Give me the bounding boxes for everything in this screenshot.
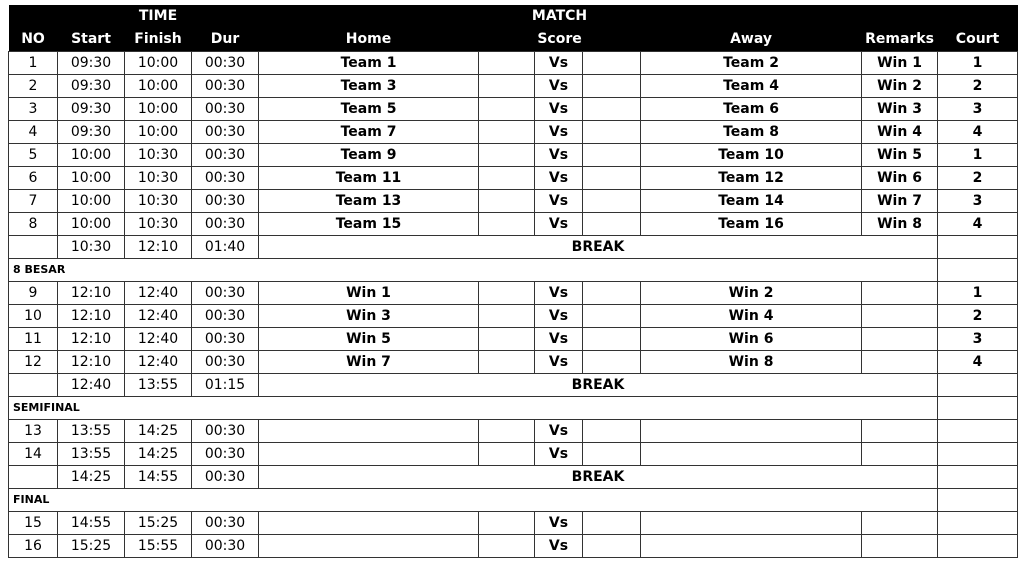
remarks: Win 2 (862, 75, 938, 98)
home-team: Win 7 (259, 351, 479, 374)
vs-label: Vs (535, 328, 583, 351)
finish-time: 10:30 (125, 144, 192, 167)
court: 1 (938, 282, 1018, 305)
away-score (583, 52, 641, 75)
start-time: 13:55 (58, 443, 125, 466)
match-no: 1 (9, 52, 58, 75)
start-time: 10:00 (58, 167, 125, 190)
vs-label: Vs (535, 213, 583, 236)
match-no: 2 (9, 75, 58, 98)
section-label: SEMIFINAL (9, 397, 938, 420)
away-team (641, 512, 862, 535)
match-no: 6 (9, 167, 58, 190)
duration: 00:30 (192, 420, 259, 443)
schedule-table (8, 5, 1018, 558)
duration: 00:30 (192, 351, 259, 374)
away-score (583, 351, 641, 374)
court: 3 (938, 190, 1018, 213)
finish-time: 13:55 (125, 374, 192, 397)
match-row (9, 167, 1018, 190)
home-team: Win 3 (259, 305, 479, 328)
home-team: Team 9 (259, 144, 479, 167)
match-no: 13 (9, 420, 58, 443)
finish-time: 14:25 (125, 443, 192, 466)
match-no: 11 (9, 328, 58, 351)
remarks: Win 6 (862, 167, 938, 190)
away-score (583, 512, 641, 535)
header-column-row (9, 28, 1018, 52)
finish-time: 10:00 (125, 52, 192, 75)
home-score (479, 167, 535, 190)
break-row (9, 374, 1018, 397)
vs-label: Vs (535, 167, 583, 190)
away-score (583, 213, 641, 236)
court (938, 236, 1018, 259)
home-score (479, 535, 535, 558)
finish-time: 15:55 (125, 535, 192, 558)
start-time: 10:00 (58, 213, 125, 236)
vs-label: Vs (535, 443, 583, 466)
match-no: 9 (9, 282, 58, 305)
duration: 00:30 (192, 98, 259, 121)
home-team: Team 1 (259, 52, 479, 75)
remarks (862, 351, 938, 374)
header-start: Start (58, 28, 125, 52)
home-score (479, 75, 535, 98)
match-no (9, 374, 58, 397)
court (938, 466, 1018, 489)
header-group-row (9, 5, 1018, 28)
start-time: 12:10 (58, 351, 125, 374)
vs-label: Vs (535, 305, 583, 328)
match-row (9, 535, 1018, 558)
duration: 00:30 (192, 167, 259, 190)
match-row (9, 512, 1018, 535)
home-score (479, 213, 535, 236)
remarks: Win 5 (862, 144, 938, 167)
away-team: Team 4 (641, 75, 862, 98)
court (938, 535, 1018, 558)
home-team (259, 512, 479, 535)
duration: 00:30 (192, 535, 259, 558)
remarks (862, 305, 938, 328)
finish-time: 12:40 (125, 328, 192, 351)
start-time: 14:25 (58, 466, 125, 489)
start-time: 12:10 (58, 328, 125, 351)
match-no: 8 (9, 213, 58, 236)
header-blank (9, 5, 58, 28)
away-score (583, 144, 641, 167)
break-label: BREAK (259, 466, 938, 489)
vs-label: Vs (535, 351, 583, 374)
match-no: 10 (9, 305, 58, 328)
match-no: 15 (9, 512, 58, 535)
match-row (9, 420, 1018, 443)
match-no (9, 236, 58, 259)
away-team: Team 8 (641, 121, 862, 144)
court (938, 443, 1018, 466)
away-score (583, 75, 641, 98)
remarks: Win 4 (862, 121, 938, 144)
match-row (9, 121, 1018, 144)
finish-time: 12:10 (125, 236, 192, 259)
court (938, 397, 1018, 420)
court: 1 (938, 52, 1018, 75)
vs-label: Vs (535, 98, 583, 121)
duration: 00:30 (192, 144, 259, 167)
court: 2 (938, 75, 1018, 98)
start-time: 14:55 (58, 512, 125, 535)
break-row (9, 236, 1018, 259)
home-team (259, 535, 479, 558)
duration: 00:30 (192, 52, 259, 75)
away-score (583, 443, 641, 466)
break-label: BREAK (259, 236, 938, 259)
away-team: Team 6 (641, 98, 862, 121)
duration: 00:30 (192, 121, 259, 144)
away-score (583, 121, 641, 144)
match-row (9, 213, 1018, 236)
duration: 01:40 (192, 236, 259, 259)
court (938, 420, 1018, 443)
start-time: 13:55 (58, 420, 125, 443)
court: 4 (938, 121, 1018, 144)
finish-time: 10:00 (125, 75, 192, 98)
away-team: Team 16 (641, 213, 862, 236)
finish-time: 12:40 (125, 305, 192, 328)
header-remarks: Remarks (862, 28, 938, 52)
vs-label: Vs (535, 512, 583, 535)
court (938, 489, 1018, 512)
away-team: Win 4 (641, 305, 862, 328)
start-time: 09:30 (58, 52, 125, 75)
away-team (641, 535, 862, 558)
header-court: Court (938, 28, 1018, 52)
home-score (479, 98, 535, 121)
header-finish: Finish (125, 28, 192, 52)
court (938, 259, 1018, 282)
vs-label: Vs (535, 52, 583, 75)
court: 2 (938, 305, 1018, 328)
section-row (9, 259, 1018, 282)
vs-label: Vs (535, 535, 583, 558)
finish-time: 12:40 (125, 282, 192, 305)
duration: 00:30 (192, 466, 259, 489)
vs-label: Vs (535, 190, 583, 213)
court: 3 (938, 98, 1018, 121)
finish-time: 15:25 (125, 512, 192, 535)
duration: 01:15 (192, 374, 259, 397)
start-time: 09:30 (58, 98, 125, 121)
home-score (479, 328, 535, 351)
duration: 00:30 (192, 282, 259, 305)
away-team: Win 6 (641, 328, 862, 351)
match-row (9, 443, 1018, 466)
court: 4 (938, 213, 1018, 236)
away-score (583, 167, 641, 190)
match-no (9, 466, 58, 489)
remarks (862, 420, 938, 443)
match-no: 14 (9, 443, 58, 466)
vs-label: Vs (535, 282, 583, 305)
home-team: Team 5 (259, 98, 479, 121)
finish-time: 10:30 (125, 213, 192, 236)
header-group-time: TIME (58, 5, 259, 28)
match-row (9, 190, 1018, 213)
match-row (9, 351, 1018, 374)
duration: 00:30 (192, 213, 259, 236)
away-score (583, 305, 641, 328)
duration: 00:30 (192, 305, 259, 328)
home-team: Win 1 (259, 282, 479, 305)
remarks (862, 282, 938, 305)
start-time: 15:25 (58, 535, 125, 558)
home-team: Team 3 (259, 75, 479, 98)
home-score (479, 52, 535, 75)
section-row (9, 397, 1018, 420)
section-label: FINAL (9, 489, 938, 512)
header-away: Away (641, 28, 862, 52)
match-row (9, 75, 1018, 98)
home-score (479, 443, 535, 466)
break-label: BREAK (259, 374, 938, 397)
match-row (9, 282, 1018, 305)
away-team: Win 2 (641, 282, 862, 305)
remarks (862, 512, 938, 535)
home-team: Team 11 (259, 167, 479, 190)
home-score (479, 144, 535, 167)
court: 3 (938, 328, 1018, 351)
match-row (9, 328, 1018, 351)
duration: 00:30 (192, 512, 259, 535)
home-score (479, 121, 535, 144)
start-time: 12:40 (58, 374, 125, 397)
start-time: 10:00 (58, 190, 125, 213)
match-row (9, 144, 1018, 167)
home-score (479, 305, 535, 328)
court (938, 374, 1018, 397)
table-header (9, 5, 1018, 52)
away-score (583, 420, 641, 443)
header-group-match: MATCH (479, 5, 641, 28)
finish-time: 12:40 (125, 351, 192, 374)
match-no: 16 (9, 535, 58, 558)
finish-time: 10:00 (125, 98, 192, 121)
away-score (583, 535, 641, 558)
section-label: 8 BESAR (9, 259, 938, 282)
vs-label: Vs (535, 144, 583, 167)
home-team: Team 7 (259, 121, 479, 144)
away-score (583, 282, 641, 305)
match-no: 4 (9, 121, 58, 144)
remarks: Win 7 (862, 190, 938, 213)
duration: 00:30 (192, 443, 259, 466)
home-team (259, 420, 479, 443)
vs-label: Vs (535, 420, 583, 443)
start-time: 10:00 (58, 144, 125, 167)
start-time: 09:30 (58, 75, 125, 98)
match-row (9, 52, 1018, 75)
duration: 00:30 (192, 328, 259, 351)
away-team: Win 8 (641, 351, 862, 374)
remarks: Win 8 (862, 213, 938, 236)
match-row (9, 98, 1018, 121)
start-time: 12:10 (58, 305, 125, 328)
court: 2 (938, 167, 1018, 190)
header-home: Home (259, 28, 479, 52)
vs-label: Vs (535, 75, 583, 98)
table-body (9, 52, 1018, 558)
match-no: 7 (9, 190, 58, 213)
duration: 00:30 (192, 190, 259, 213)
finish-time: 10:00 (125, 121, 192, 144)
home-score (479, 512, 535, 535)
match-no: 5 (9, 144, 58, 167)
away-score (583, 328, 641, 351)
finish-time: 10:30 (125, 167, 192, 190)
away-team (641, 443, 862, 466)
court: 4 (938, 351, 1018, 374)
home-team (259, 443, 479, 466)
court: 1 (938, 144, 1018, 167)
header-blank (259, 5, 479, 28)
finish-time: 10:30 (125, 190, 192, 213)
duration: 00:30 (192, 75, 259, 98)
remarks (862, 443, 938, 466)
match-row (9, 305, 1018, 328)
home-score (479, 282, 535, 305)
home-score (479, 351, 535, 374)
away-team: Team 2 (641, 52, 862, 75)
away-team: Team 14 (641, 190, 862, 213)
section-row (9, 489, 1018, 512)
match-no: 12 (9, 351, 58, 374)
finish-time: 14:25 (125, 420, 192, 443)
away-team: Team 12 (641, 167, 862, 190)
away-score (583, 190, 641, 213)
remarks: Win 1 (862, 52, 938, 75)
away-score (583, 98, 641, 121)
remarks (862, 328, 938, 351)
break-row (9, 466, 1018, 489)
away-team: Team 10 (641, 144, 862, 167)
home-team: Win 5 (259, 328, 479, 351)
away-team (641, 420, 862, 443)
start-time: 12:10 (58, 282, 125, 305)
remarks: Win 3 (862, 98, 938, 121)
home-score (479, 420, 535, 443)
header-score: Score (479, 28, 641, 52)
start-time: 10:30 (58, 236, 125, 259)
remarks (862, 535, 938, 558)
vs-label: Vs (535, 121, 583, 144)
header-dur: Dur (192, 28, 259, 52)
home-score (479, 190, 535, 213)
court (938, 512, 1018, 535)
start-time: 09:30 (58, 121, 125, 144)
home-team: Team 13 (259, 190, 479, 213)
match-no: 3 (9, 98, 58, 121)
home-team: Team 15 (259, 213, 479, 236)
header-no: NO (9, 28, 58, 52)
header-blank (641, 5, 1018, 28)
finish-time: 14:55 (125, 466, 192, 489)
